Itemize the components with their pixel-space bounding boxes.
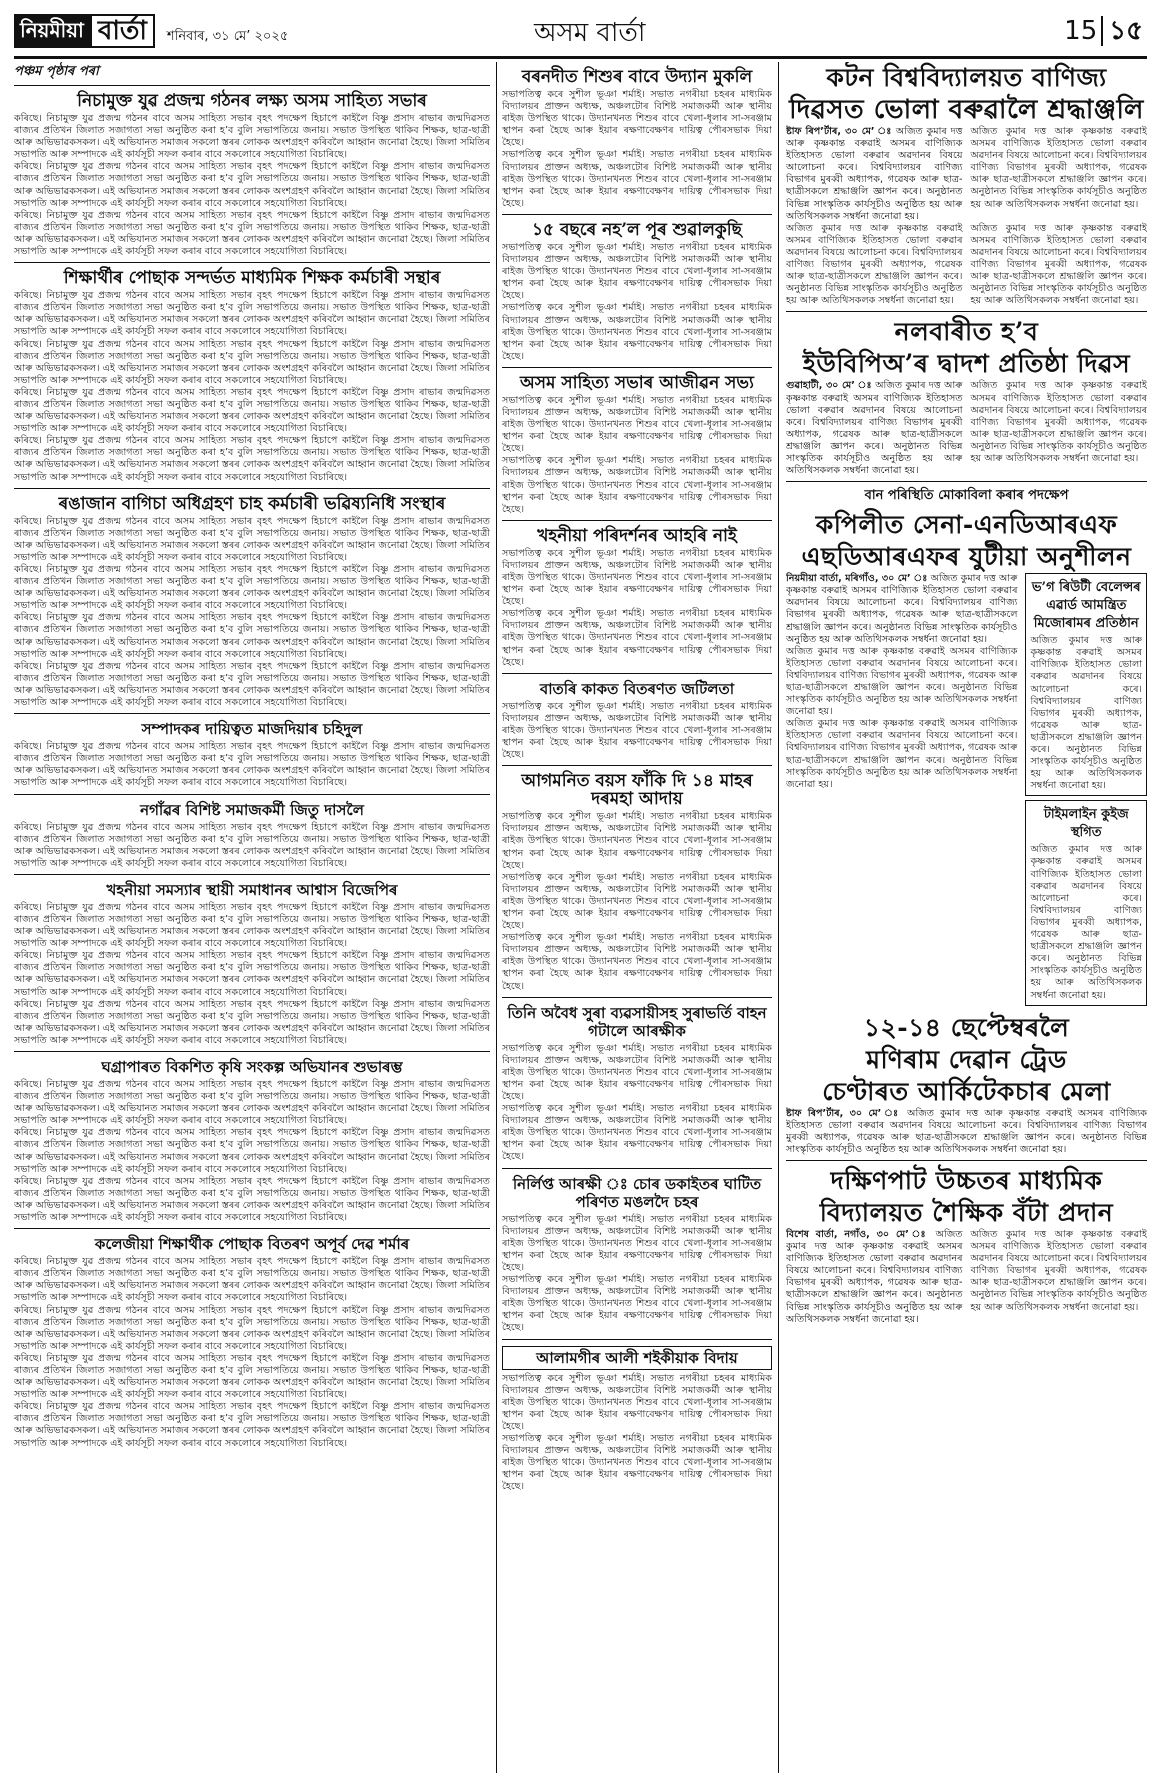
article-body: কৰিছে। নিচামুক্ত যুৱ প্ৰজন্ম গঠনৰ বাবে অসম সাহিত্য সভাৰ বৃহৎ পদক্ষেপ হিচাপে কাইলৈ বিষ্ণু প্ৰসাদ ৰাভাৰ জন্মদিৱসত ৰাজ্যৰ প্ৰতিখন জিলাত সজাগতা সভা অনুষ্ঠিত কৰা হ’ব বুলি সভাপতিয়ে জনায়। সভাত উপস্থিত থাকিব শিক্ষক, ছাত্ৰ-ছাত্ৰী আৰু অভিভাৱকসকল। এই অভিযানত সমাজৰ সকলো স্তৰৰ লোকক অংশগ্ৰহণ কৰিবলৈ আহ্বান জনোৱা হৈছে। জিলা সমিতিৰ সভাপতি আৰু সম্পাদকে এই কাৰ্যসূচী সফল কৰাৰ বাবে সকলোৰে সহযোগিতা বিচাৰিছে।	[14, 1079, 490, 1127]
article-body: সভাপতিত্ব কৰে সুশীল ভূঞা শৰ্মাই। সভাত নগৰীয়া চহৰৰ মাধ্যমিক বিদ্যালয়ৰ প্ৰাক্তন অধ্যক্ষ, অঞ্চলটোৰ বিশিষ্ট সমাজকৰ্মী আৰু স্থানীয় ৰাইজ উপস্থিত থাকে। উদ্যানখনত শিশুৰ বাবে খেলা-ধূলাৰ সা-সৰঞ্জাম স্থাপন কৰা হৈছে আৰু ইয়াৰ ৰক্ষণাবেক্ষণৰ দায়িত্ব পৌৰসভাক দিয়া হৈছে।	[502, 1103, 772, 1163]
article-body: কৰিছে। নিচামুক্ত যুৱ প্ৰজন্ম গঠনৰ বাবে অসম সাহিত্য সভাৰ বৃহৎ পদক্ষেপ হিচাপে কাইলৈ বিষ্ণু প্ৰসাদ ৰাভাৰ জন্মদিৱসত ৰাজ্যৰ প্ৰতিখন জিলাত সজাগতা সভা অনুষ্ঠিত কৰা হ’ব বুলি সভাপতিয়ে জনায়। সভাত উপস্থিত থাকিব শিক্ষক, ছাত্ৰ-ছাত্ৰী আৰু অভিভাৱকসকল। এই অভিযানত সমাজৰ সকলো স্তৰৰ লোকক অংশগ্ৰহণ কৰিবলৈ আহ্বান জনোৱা হৈছে। জিলা সমিতিৰ সভাপতি আৰু সম্পাদকে এই কাৰ্যসূচী সফল কৰাৰ বাবে সকলোৰে সহযোগিতা বিচাৰিছে।	[14, 1127, 490, 1175]
article-body: সভাপতিত্ব কৰে সুশীল ভূঞা শৰ্মাই। সভাত নগৰীয়া চহৰৰ মাধ্যমিক বিদ্যালয়ৰ প্ৰাক্তন অধ্যক্ষ, অঞ্চলটোৰ বিশিষ্ট সমাজকৰ্মী আৰু স্থানীয় ৰাইজ উপস্থিত থাকে। উদ্যানখনত শিশুৰ বাবে খেলা-ধূলাৰ সা-সৰঞ্জাম স্থাপন কৰা হৈছে আৰু ইয়াৰ ৰক্ষণাবেক্ষণৰ দায়িত্ব পৌৰসভাক দিয়া হৈছে।	[502, 149, 772, 209]
article-body: কৰিছে। নিচামুক্ত যুৱ প্ৰজন্ম গঠনৰ বাবে অসম সাহিত্য সভাৰ বৃহৎ পদক্ষেপ হিচাপে কাইলৈ বিষ্ণু প্ৰসাদ ৰাভাৰ জন্মদিৱসত ৰাজ্যৰ প্ৰতিখন জিলাত সজাগতা সভা অনুষ্ঠিত কৰা হ’ব বুলি সভাপতিয়ে জনায়। সভাত উপস্থিত থাকিব শিক্ষক, ছাত্ৰ-ছাত্ৰী আৰু অভিভাৱকসকল। এই অভিযানত সমাজৰ সকলো স্তৰৰ লোকক অংশগ্ৰহণ কৰিবলৈ আহ্বান জনোৱা হৈছে। জিলা সমিতিৰ সভাপতি আৰু সম্পাদকে এই কাৰ্যসূচী সফল কৰাৰ বাবে সকলোৰে সহযোগিতা বিচাৰিছে।	[14, 1304, 490, 1352]
divider	[502, 520, 772, 521]
article-body: সভাপতিত্ব কৰে সুশীল ভূঞা শৰ্মাই। সভাত নগৰীয়া চহৰৰ মাধ্যমিক বিদ্যালয়ৰ প্ৰাক্তন অধ্যক্ষ, অঞ্চলটোৰ বিশিষ্ট সমাজকৰ্মী আৰু স্থানীয় ৰাইজ উপস্থিত থাকে। উদ্যানখনত শিশুৰ বাবে খেলা-ধূলাৰ সা-সৰঞ্জাম স্থাপন কৰা হৈছে আৰু ইয়াৰ ৰক্ষণাবেক্ষণৰ দায়িত্ব পৌৰসভাক দিয়া হৈছে।	[502, 547, 772, 608]
article-text: অজিত কুমাৰ দত্ত আৰু কৃষ্ণকান্ত বৰুৱাই অসমৰ বাণিজ্যিক ইতিহাসত ভোলা বৰুৱাৰ অৱদানৰ বিষয়ে আলোচনা কৰে। বিশ্ববিদ্যালয়ৰ বাণিজ্য বিভাগৰ মুৰব্বী অধ্যাপক, গৱেষক আৰু ছাত্ৰ-ছাত্ৰীসকলে শ্ৰদ্ধাঞ্জলি জ্ঞাপন কৰে। অনুষ্ঠানত বিভিন্ন সাংস্কৃতিক কাৰ্যসূচীও অনুষ্ঠিত হয় আৰু অতিথিসকলক সম্বৰ্ধনা জনোৱা হয়।	[786, 573, 1018, 645]
headline[interactable]: খহনীয়া সমস্যাৰ স্থায়ী সমাধানৰ আশ্বাস বিজেপিৰ	[106, 880, 398, 899]
headline[interactable]: কলেজীয়া শিক্ষাৰ্থীক পোছাক বিতৰণ অপূৰ্ব দেৱ শৰ্মাৰ	[94, 1235, 410, 1254]
article-text: অজিত কুমাৰ দত্ত আৰু কৃষ্ণকান্ত বৰুৱাই অসমৰ বাণিজ্যিক ইতিহাসত ভোলা বৰুৱাৰ অৱদানৰ বিষয়ে আলোচনা কৰে। বিশ্ববিদ্যালয়ৰ বাণিজ্য বিভাগৰ মুৰব্বী অধ্যাপক, গৱেষক আৰু ছাত্ৰ-ছাত্ৰীসকলে শ্ৰদ্ধাঞ্জলি জ্ঞাপন কৰে। অনুষ্ঠানত বিভিন্ন সাংস্কৃতিক কাৰ্যসূচীও অনুষ্ঠিত হয় আৰু অতিথিসকলক সম্বৰ্ধনা জনোৱা হয়।	[786, 380, 963, 477]
side-box	[1025, 573, 1147, 796]
article-body: কৰিছে। নিচামুক্ত যুৱ প্ৰজন্ম গঠনৰ বাবে অসম সাহিত্য সভাৰ বৃহৎ পদক্ষেপ হিচাপে কাইলৈ বিষ্ণু প্ৰসাদ ৰাভাৰ জন্মদিৱসত ৰাজ্যৰ প্ৰতিখন জিলাত সজাগতা সভা অনুষ্ঠিত কৰা হ’ব বুলি সভাপতিয়ে জনায়। সভাত উপস্থিত থাকিব শিক্ষক, ছাত্ৰ-ছাত্ৰী আৰু অভিভাৱকসকল। এই অভিযানত সমাজৰ সকলো স্তৰৰ লোকক অংশগ্ৰহণ কৰিবলৈ আহ্বান জনোৱা হৈছে। জিলা সমিতিৰ সভাপতি আৰু সম্পাদকে এই কাৰ্যসূচী সফল কৰাৰ বাবে সকলোৰে সহযোগিতা বিচাৰিছে।	[14, 435, 490, 483]
column-rule	[496, 62, 497, 1773]
headline[interactable]: ৰঙাজান বাগিচা অধিগ্ৰহণ চাহ কৰ্মচাৰী ভৱিষ্যনিধি সংস্থাৰ	[58, 493, 446, 514]
article-body: অজিত কুমাৰ দত্ত আৰু কৃষ্ণকান্ত বৰুৱাই অসমৰ বাণিজ্যিক ইতিহাসত ভোলা বৰুৱাৰ অৱদানৰ বিষয়ে আলোচনা কৰে। বিশ্ববিদ্যালয়ৰ বাণিজ্য বিভাগৰ মুৰব্বী অধ্যাপক, গৱেষক আৰু ছাত্ৰ-ছাত্ৰীসকলে শ্ৰদ্ধাঞ্জলি জ্ঞাপন কৰে। অনুষ্ঠানত বিভিন্ন সাংস্কৃতিক কাৰ্যসূচীও অনুষ্ঠিত হয় আৰু অতিথিসকলক সম্বৰ্ধনা জনোৱা হয়।	[970, 126, 1147, 210]
dateline: শনিবাৰ, ৩১ মে’ ২০২৫	[166, 28, 289, 44]
divider	[786, 1160, 1147, 1161]
article-body: কৰিছে। নিচামুক্ত যুৱ প্ৰজন্ম গঠনৰ বাবে অসম সাহিত্য সভাৰ বৃহৎ পদক্ষেপ হিচাপে কাইলৈ বিষ্ণু প্ৰসাদ ৰাভাৰ জন্মদিৱসত ৰাজ্যৰ প্ৰতিখন জিলাত সজাগতা সভা অনুষ্ঠিত কৰা হ’ব বুলি সভাপতিয়ে জনায়। সভাত উপস্থিত থাকিব শিক্ষক, ছাত্ৰ-ছাত্ৰী আৰু অভিভাৱকসকল। এই অভিযানত সমাজৰ সকলো স্তৰৰ লোকক অংশগ্ৰহণ কৰিবলৈ আহ্বান জনোৱা হৈছে। জিলা সমিতিৰ সভাপতি আৰু সম্পাদকে এই কাৰ্যসূচী সফল কৰাৰ বাবে সকলোৰে সহযোগিতা বিচাৰিছে।	[14, 612, 490, 660]
article-columns	[786, 126, 1147, 223]
article-body	[786, 380, 963, 477]
headline[interactable]: নিৰ্লিপ্ত আৰক্ষী ঃ চোৰ ডকাইতৰ ঘাটিত পৰিণত মঙলদৈ চহৰ	[512, 1174, 762, 1211]
page-number-assamese: ১৫	[1101, 16, 1143, 46]
headline-line2[interactable]: ইউবিপিঅ’ৰ দ্বাদশ প্ৰতিষ্ঠা দিৱস	[802, 349, 1131, 379]
headline[interactable]: ঘগ্ৰাপাৰত বিকশিত কৃষি সংকল্প অভিযানৰ শুভাৰম্ভ	[101, 1058, 403, 1076]
divider	[502, 1339, 772, 1340]
article-body: অজিত কুমাৰ দত্ত আৰু কৃষ্ণকান্ত বৰুৱাই অসমৰ বাণিজ্যিক ইতিহাসত ভোলা বৰুৱাৰ অৱদানৰ বিষয়ে আলোচনা কৰে। বিশ্ববিদ্যালয়ৰ বাণিজ্য বিভাগৰ মুৰব্বী অধ্যাপক, গৱেষক আৰু ছাত্ৰ-ছাত্ৰীসকলে শ্ৰদ্ধাঞ্জলি জ্ঞাপন কৰে। অনুষ্ঠানত বিভিন্ন সাংস্কৃতিক কাৰ্যসূচীও অনুষ্ঠিত হয় আৰু অতিথিসকলক সম্বৰ্ধনা জনোৱা হয়।	[786, 222, 963, 307]
article-body: কৰিছে। নিচামুক্ত যুৱ প্ৰজন্ম গঠনৰ বাবে অসম সাহিত্য সভাৰ বৃহৎ পদক্ষেপ হিচাপে কাইলৈ বিষ্ণু প্ৰসাদ ৰাভাৰ জন্মদিৱসত ৰাজ্যৰ প্ৰতিখন জিলাত সজাগতা সভা অনুষ্ঠিত কৰা হ’ব বুলি সভাপতিয়ে জনায়। সভাত উপস্থিত থাকিব শিক্ষক, ছাত্ৰ-ছাত্ৰী আৰু অভিভাৱকসকল। এই অভিযানত সমাজৰ সকলো স্তৰৰ লোকক অংশগ্ৰহণ কৰিবলৈ আহ্বান জনোৱা হৈছে। জিলা সমিতিৰ সভাপতি আৰু সম্পাদকে এই কাৰ্যসূচী সফল কৰাৰ বাবে সকলোৰে সহযোগিতা বিচাৰিছে।	[14, 290, 490, 338]
divider	[786, 481, 1147, 482]
article-body: কৰিছে। নিচামুক্ত যুৱ প্ৰজন্ম গঠনৰ বাবে অসম সাহিত্য সভাৰ বৃহৎ পদক্ষেপ হিচাপে কাইলৈ বিষ্ণু প্ৰসাদ ৰাভাৰ জন্মদিৱসত ৰাজ্যৰ প্ৰতিখন জিলাত সজাগতা সভা অনুষ্ঠিত কৰা হ’ব বুলি সভাপতিয়ে জনায়। সভাত উপস্থিত থাকিব শিক্ষক, ছাত্ৰ-ছাত্ৰী আৰু অভিভাৱকসকল। এই অভিযানত সমাজৰ সকলো স্তৰৰ লোকক অংশগ্ৰহণ কৰিবলৈ আহ্বান জনোৱা হৈছে। জিলা সমিতিৰ সভাপতি আৰু সম্পাদকে এই কাৰ্যসূচী সফল কৰাৰ বাবে সকলোৰে সহযোগিতা বিচাৰিছে।	[14, 515, 490, 563]
divider	[14, 488, 490, 489]
divider	[14, 713, 490, 714]
logo-part-2: বাৰ্তা	[92, 14, 155, 48]
article-body: কৰিছে। নিচামুক্ত যুৱ প্ৰজন্ম গঠনৰ বাবে অসম সাহিত্য সভাৰ বৃহৎ পদক্ষেপ হিচাপে কাইলৈ বিষ্ণু প্ৰসাদ ৰাভাৰ জন্মদিৱসত ৰাজ্যৰ প্ৰতিখন জিলাত সজাগতা সভা অনুষ্ঠিত কৰা হ’ব বুলি সভাপতিয়ে জনায়। সভাত উপস্থিত থাকিব শিক্ষক, ছাত্ৰ-ছাত্ৰী আৰু অভিভাৱকসকল। এই অভিযানত সমাজৰ সকলো স্তৰৰ লোকক অংশগ্ৰহণ কৰিবলৈ আহ্বান জনোৱা হৈছে। জিলা সমিতিৰ সভাপতি আৰু সম্পাদকে এই কাৰ্যসূচী সফল কৰাৰ বাবে সকলোৰে সহযোগিতা বিচাৰিছে।	[14, 741, 490, 789]
article-columns	[786, 223, 1147, 308]
divider	[14, 1228, 490, 1229]
side-headline[interactable]: ভ’গ ৰিউটী বেলেন্সৰ এৱাৰ্ড আমন্ত্ৰিত মিজোৰামৰ প্ৰতিষ্ঠান	[1031, 580, 1141, 632]
article-body	[786, 1108, 1147, 1156]
article-body: কৰিছে। নিচামুক্ত যুৱ প্ৰজন্ম গঠনৰ বাবে অসম সাহিত্য সভাৰ বৃহৎ পদক্ষেপ হিচাপে কাইলৈ বিষ্ণু প্ৰসাদ ৰাভাৰ জন্মদিৱসত ৰাজ্যৰ প্ৰতিখন জিলাত সজাগতা সভা অনুষ্ঠিত কৰা হ’ব বুলি সভাপতিয়ে জনায়। সভাত উপস্থিত থাকিব শিক্ষক, ছাত্ৰ-ছাত্ৰী আৰু অভিভাৱকসকল। এই অভিযানত সমাজৰ সকলো স্তৰৰ লোকক অংশগ্ৰহণ কৰিবলৈ আহ্বান জনোৱা হৈছে। জিলা সমিতিৰ সভাপতি আৰু সম্পাদকে এই কাৰ্যসূচী সফল কৰাৰ বাবে সকলোৰে সহযোগিতা বিচাৰিছে।	[14, 564, 490, 612]
article-body: সভাপতিত্ব কৰে সুশীল ভূঞা শৰ্মাই। সভাত নগৰীয়া চহৰৰ মাধ্যমিক বিদ্যালয়ৰ প্ৰাক্তন অধ্যক্ষ, অঞ্চলটোৰ বিশিষ্ট সমাজকৰ্মী আৰু স্থানীয় ৰাইজ উপস্থিত থাকে। উদ্যানখনত শিশুৰ বাবে খেলা-ধূলাৰ সা-সৰঞ্জাম স্থাপন কৰা হৈছে আৰু ইয়াৰ ৰক্ষণাবেক্ষণৰ দায়িত্ব পৌৰসভাক দিয়া হৈছে।	[502, 1042, 772, 1102]
article-body: অজিত কুমাৰ দত্ত আৰু কৃষ্ণকান্ত বৰুৱাই অসমৰ বাণিজ্যিক ইতিহাসত ভোলা বৰুৱাৰ অৱদানৰ বিষয়ে আলোচনা কৰে। বিশ্ববিদ্যালয়ৰ বাণিজ্য বিভাগৰ মুৰব্বী অধ্যাপক, গৱেষক আৰু ছাত্ৰ-ছাত্ৰীসকলে শ্ৰদ্ধাঞ্জলি জ্ঞাপন কৰে। অনুষ্ঠানত বিভিন্ন সাংস্কৃতিক কাৰ্যসূচীও অনুষ্ঠিত হয় আৰু অতিথিসকলক সম্বৰ্ধনা জনোৱা হয়।	[786, 645, 1018, 718]
columns	[14, 62, 1147, 1773]
article-body: সভাপতিত্ব কৰে সুশীল ভূঞা শৰ্মাই। সভাত নগৰীয়া চহৰৰ মাধ্যমিক বিদ্যালয়ৰ প্ৰাক্তন অধ্যক্ষ, অঞ্চলটোৰ বিশিষ্ট সমাজকৰ্মী আৰু স্থানীয় ৰাইজ উপস্থিত থাকে। উদ্যানখনত শিশুৰ বাবে খেলা-ধূলাৰ সা-সৰঞ্জাম স্থাপন কৰা হৈছে আৰু ইয়াৰ ৰক্ষণাবেক্ষণৰ দায়িত্ব পৌৰসভাক দিয়া হৈছে।	[502, 608, 772, 668]
side-box	[1025, 800, 1147, 1005]
headline[interactable]: খহনীয়া পৰিদৰ্শনৰ আহৰি নাই	[537, 525, 737, 546]
headline-line2[interactable]: এছডিআৰএফৰ যুটীয়া অনুশীলন	[801, 542, 1132, 572]
article-body: কৰিছে। নিচামুক্ত যুৱ প্ৰজন্ম গঠনৰ বাবে অসম সাহিত্য সভাৰ বৃহৎ পদক্ষেপ হিচাপে কাইলৈ বিষ্ণু প্ৰসাদ ৰাভাৰ জন্মদিৱসত ৰাজ্যৰ প্ৰতিখন জিলাত সজাগতা সভা অনুষ্ঠিত কৰা হ’ব বুলি সভাপতিয়ে জনায়। সভাত উপস্থিত থাকিব শিক্ষক, ছাত্ৰ-ছাত্ৰী আৰু অভিভাৱকসকল। এই অভিযানত সমাজৰ সকলো স্তৰৰ লোকক অংশগ্ৰহণ কৰিবলৈ আহ্বান জনোৱা হৈছে। জিলা সমিতিৰ সভাপতি আৰু সম্পাদকে এই কাৰ্যসূচী সফল কৰাৰ বাবে সকলোৰে সহযোগিতা বিচাৰিছে।	[14, 209, 490, 258]
article-body: সভাপতিত্ব কৰে সুশীল ভূঞা শৰ্মাই। সভাত নগৰীয়া চহৰৰ মাধ্যমিক বিদ্যালয়ৰ প্ৰাক্তন অধ্যক্ষ, অঞ্চলটোৰ বিশিষ্ট সমাজকৰ্মী আৰু স্থানীয় ৰাইজ উপস্থিত থাকে। উদ্যানখনত শিশুৰ বাবে খেলা-ধূলাৰ সা-সৰঞ্জাম স্থাপন কৰা হৈছে আৰু ইয়াৰ ৰক্ষণাবেক্ষণৰ দায়িত্ব পৌৰসভাক দিয়া হৈছে।	[502, 932, 772, 992]
article-body: অজিত কুমাৰ দত্ত আৰু কৃষ্ণকান্ত বৰুৱাই অসমৰ বাণিজ্যিক ইতিহাসত ভোলা বৰুৱাৰ অৱদানৰ বিষয়ে আলোচনা কৰে। বিশ্ববিদ্যালয়ৰ বাণিজ্য বিভাগৰ মুৰব্বী অধ্যাপক, গৱেষক আৰু ছাত্ৰ-ছাত্ৰীসকলে শ্ৰদ্ধাঞ্জলি জ্ঞাপন কৰে। অনুষ্ঠানত বিভিন্ন সাংস্কৃতিক কাৰ্যসূচীও অনুষ্ঠিত হয় আৰু অতিথিসকলক সম্বৰ্ধনা জনোৱা হয়।	[1030, 635, 1142, 792]
article-body: কৰিছে। নিচামুক্ত যুৱ প্ৰজন্ম গঠনৰ বাবে অসম সাহিত্য সভাৰ বৃহৎ পদক্ষেপ হিচাপে কাইলৈ বিষ্ণু প্ৰসাদ ৰাভাৰ জন্মদিৱসত ৰাজ্যৰ প্ৰতিখন জিলাত সজাগতা সভা অনুষ্ঠিত কৰা হ’ব বুলি সভাপতিয়ে জনায়। সভাত উপস্থিত থাকিব শিক্ষক, ছাত্ৰ-ছাত্ৰী আৰু অভিভাৱকসকল। এই অভিযানত সমাজৰ সকলো স্তৰৰ লোকক অংশগ্ৰহণ কৰিবলৈ আহ্বান জনোৱা হৈছে। জিলা সমিতিৰ সভাপতি আৰু সম্পাদকে এই কাৰ্যসূচী সফল কৰাৰ বাবে সকলোৰে সহযোগিতা বিচাৰিছে।	[14, 1256, 490, 1304]
headline[interactable]: নগাঁৱৰ বিশিষ্ট সমাজকৰ্মী জিতু দাসলৈ	[140, 800, 364, 819]
byline: নিয়মীয়া বাৰ্তা, মৰিগাঁও, ৩০ মে’ ঃ	[786, 573, 928, 585]
article-body: অজিত কুমাৰ দত্ত আৰু কৃষ্ণকান্ত বৰুৱাই অসমৰ বাণিজ্যিক ইতিহাসত ভোলা বৰুৱাৰ অৱদানৰ বিষয়ে আলোচনা কৰে। বিশ্ববিদ্যালয়ৰ বাণিজ্য বিভাগৰ মুৰব্বী অধ্যাপক, গৱেষক আৰু ছাত্ৰ-ছাত্ৰীসকলে শ্ৰদ্ধাঞ্জলি জ্ঞাপন কৰে। অনুষ্ঠানত বিভিন্ন সাংস্কৃতিক কাৰ্যসূচীও অনুষ্ঠিত হয় আৰু অতিথিসকলক সম্বৰ্ধনা জনোৱা হয়।	[1030, 844, 1142, 1001]
article-body: কৰিছে। নিচামুক্ত যুৱ প্ৰজন্ম গঠনৰ বাবে অসম সাহিত্য সভাৰ বৃহৎ পদক্ষেপ হিচাপে কাইলৈ বিষ্ণু প্ৰসাদ ৰাভাৰ জন্মদিৱসত ৰাজ্যৰ প্ৰতিখন জিলাত সজাগতা সভা অনুষ্ঠিত কৰা হ’ব বুলি সভাপতিয়ে জনায়। সভাত উপস্থিত থাকিব শিক্ষক, ছাত্ৰ-ছাত্ৰী আৰু অভিভাৱকসকল। এই অভিযানত সমাজৰ সকলো স্তৰৰ লোকক অংশগ্ৰহণ কৰিবলৈ আহ্বান জনোৱা হৈছে। জিলা সমিতিৰ সভাপতি আৰু সম্পাদকে এই কাৰ্যসূচী সফল কৰাৰ বাবে সকলোৰে সহযোগিতা বিচাৰিছে।	[14, 338, 490, 386]
article-body: কৰিছে। নিচামুক্ত যুৱ প্ৰজন্ম গঠনৰ বাবে অসম সাহিত্য সভাৰ বৃহৎ পদক্ষেপ হিচাপে কাইলৈ বিষ্ণু প্ৰসাদ ৰাভাৰ জন্মদিৱসত ৰাজ্যৰ প্ৰতিখন জিলাত সজাগতা সভা অনুষ্ঠিত কৰা হ’ব বুলি সভাপতিয়ে জনায়। সভাত উপস্থিত থাকিব শিক্ষক, ছাত্ৰ-ছাত্ৰী আৰু অভিভাৱকসকল। এই অভিযানত সমাজৰ সকলো স্তৰৰ লোকক অংশগ্ৰহণ কৰিবলৈ আহ্বান জনোৱা হৈছে। জিলা সমিতিৰ সভাপতি আৰু সম্পাদকে এই কাৰ্যসূচী সফল কৰাৰ বাবে সকলোৰে সহযোগিতা বিচাৰিছে।	[14, 113, 490, 161]
article-text: অজিত কুমাৰ দত্ত আৰু কৃষ্ণকান্ত বৰুৱাই অসমৰ বাণিজ্যিক ইতিহাসত ভোলা বৰুৱাৰ অৱদানৰ বিষয়ে আলোচনা কৰে। বিশ্ববিদ্যালয়ৰ বাণিজ্য বিভাগৰ মুৰব্বী অধ্যাপক, গৱেষক আৰু ছাত্ৰ-ছাত্ৰীসকলে শ্ৰদ্ধাঞ্জলি জ্ঞাপন কৰে। অনুষ্ঠানত বিভিন্ন সাংস্কৃতিক কাৰ্যসূচীও অনুষ্ঠিত হয় আৰু অতিথিসকলক সম্বৰ্ধনা জনোৱা হয়।	[786, 1228, 963, 1325]
headline-line1[interactable]: নলবাৰীত হ’ব	[894, 317, 1039, 347]
column-left	[14, 62, 490, 1773]
headline-line2[interactable]: বিদ্যালয়ত শৈক্ষিক বঁটা প্ৰদান	[819, 1197, 1114, 1227]
article-body	[786, 573, 1017, 646]
article-body: কৰিছে। নিচামুক্ত যুৱ প্ৰজন্ম গঠনৰ বাবে অসম সাহিত্য সভাৰ বৃহৎ পদক্ষেপ হিচাপে কাইলৈ বিষ্ণু প্ৰসাদ ৰাভাৰ জন্মদিৱসত ৰাজ্যৰ প্ৰতিখন জিলাত সজাগতা সভা অনুষ্ঠিত কৰা হ’ব বুলি সভাপতিয়ে জনায়। সভাত উপস্থিত থাকিব শিক্ষক, ছাত্ৰ-ছাত্ৰী আৰু অভিভাৱকসকল। এই অভিযানত সমাজৰ সকলো স্তৰৰ লোকক অংশগ্ৰহণ কৰিবলৈ আহ্বান জনোৱা হৈছে। জিলা সমিতিৰ সভাপতি আৰু সম্পাদকে এই কাৰ্যসূচী সফল কৰাৰ বাবে সকলোৰে সহযোগিতা বিচাৰিছে।	[14, 998, 490, 1046]
divider	[14, 1051, 490, 1052]
headline-line2[interactable]: মণিৰাম দেৱান ট্ৰেড	[866, 1044, 1067, 1074]
headline-line1[interactable]: দক্ষিণপাট উচ্চতৰ মাধ্যমিক	[830, 1165, 1103, 1195]
article-body: অজিত কুমাৰ দত্ত আৰু কৃষ্ণকান্ত বৰুৱাই অসমৰ বাণিজ্যিক ইতিহাসত ভোলা বৰুৱাৰ অৱদানৰ বিষয়ে আলোচনা কৰে। বিশ্ববিদ্যালয়ৰ বাণিজ্য বিভাগৰ মুৰব্বী অধ্যাপক, গৱেষক আৰু ছাত্ৰ-ছাত্ৰীসকলে শ্ৰদ্ধাঞ্জলি জ্ঞাপন কৰে। অনুষ্ঠানত বিভিন্ন সাংস্কৃতিক কাৰ্যসূচীও অনুষ্ঠিত হয় আৰু অতিথিসকলক সম্বৰ্ধনা জনোৱা হয়।	[970, 222, 1147, 307]
article-body: কৰিছে। নিচামুক্ত যুৱ প্ৰজন্ম গঠনৰ বাবে অসম সাহিত্য সভাৰ বৃহৎ পদক্ষেপ হিচাপে কাইলৈ বিষ্ণু প্ৰসাদ ৰাভাৰ জন্মদিৱসত ৰাজ্যৰ প্ৰতিখন জিলাত সজাগতা সভা অনুষ্ঠিত কৰা হ’ব বুলি সভাপতিয়ে জনায়। সভাত উপস্থিত থাকিব শিক্ষক, ছাত্ৰ-ছাত্ৰী আৰু অভিভাৱকসকল। এই অভিযানত সমাজৰ সকলো স্তৰৰ লোকক অংশগ্ৰহণ কৰিবলৈ আহ্বান জনোৱা হৈছে। জিলা সমিতিৰ সভাপতি আৰু সম্পাদকে এই কাৰ্যসূচী সফল কৰাৰ বাবে সকলোৰে সহযোগিতা বিচাৰিছে।	[14, 386, 490, 435]
divider	[502, 673, 772, 674]
kicker: বান পৰিস্থিতি মোকাবিলা কৰাৰ পদক্ষেপ	[864, 488, 1069, 504]
article-body: অজিত কুমাৰ দত্ত আৰু কৃষ্ণকান্ত বৰুৱাই অসমৰ বাণিজ্যিক ইতিহাসত ভোলা বৰুৱাৰ অৱদানৰ বিষয়ে আলোচনা কৰে। বিশ্ববিদ্যালয়ৰ বাণিজ্য বিভাগৰ মুৰব্বী অধ্যাপক, গৱেষক আৰু ছাত্ৰ-ছাত্ৰীসকলে শ্ৰদ্ধাঞ্জলি জ্ঞাপন কৰে। অনুষ্ঠানত বিভিন্ন সাংস্কৃতিক কাৰ্যসূচীও অনুষ্ঠিত হয় আৰু অতিথিসকলক সম্বৰ্ধনা জনোৱা হয়।	[970, 380, 1147, 464]
headline[interactable]: তিনি অবৈধ সুৰা ব্যৱসায়ীসহ সুৰাভৰ্তি বাহন গটালে আৰক্ষীক	[507, 1003, 767, 1040]
article-body: সভাপতিত্ব কৰে সুশীল ভূঞা শৰ্মাই। সভাত নগৰীয়া চহৰৰ মাধ্যমিক বিদ্যালয়ৰ প্ৰাক্তন অধ্যক্ষ, অঞ্চলটোৰ বিশিষ্ট সমাজকৰ্মী আৰু স্থানীয় ৰাইজ উপস্থিত থাকে। উদ্যানখনত শিশুৰ বাবে খেলা-ধূলাৰ সা-সৰঞ্জাম স্থাপন কৰা হৈছে আৰু ইয়াৰ ৰক্ষণাবেক্ষণৰ দায়িত্ব পৌৰসভাক দিয়া হৈছে।	[502, 1372, 772, 1432]
article-body: সভাপতিত্ব কৰে সুশীল ভূঞা শৰ্মাই। সভাত নগৰীয়া চহৰৰ মাধ্যমিক বিদ্যালয়ৰ প্ৰাক্তন অধ্যক্ষ, অঞ্চলটোৰ বিশিষ্ট সমাজকৰ্মী আৰু স্থানীয় ৰাইজ উপস্থিত থাকে। উদ্যানখনত শিশুৰ বাবে খেলা-ধূলাৰ সা-সৰঞ্জাম স্থাপন কৰা হৈছে আৰু ইয়াৰ ৰক্ষণাবেক্ষণৰ দায়িত্ব পৌৰসভাক দিয়া হৈছে।	[502, 1432, 772, 1493]
section-title: অসম বাৰ্তা	[534, 18, 646, 48]
headline[interactable]: আলামগীৰ আলী শইকীয়াক বিদায়	[502, 1346, 772, 1370]
article-body: কৰিছে। নিচামুক্ত যুৱ প্ৰজন্ম গঠনৰ বাবে অসম সাহিত্য সভাৰ বৃহৎ পদক্ষেপ হিচাপে কাইলৈ বিষ্ণু প্ৰসাদ ৰাভাৰ জন্মদিৱসত ৰাজ্যৰ প্ৰতিখন জিলাত সজাগতা সভা অনুষ্ঠিত কৰা হ’ব বুলি সভাপতিয়ে জনায়। সভাত উপস্থিত থাকিব শিক্ষক, ছাত্ৰ-ছাত্ৰী আৰু অভিভাৱকসকল। এই অভিযানত সমাজৰ সকলো স্তৰৰ লোকক অংশগ্ৰহণ কৰিবলৈ আহ্বান জনোৱা হৈছে। জিলা সমিতিৰ সভাপতি আৰু সম্পাদকে এই কাৰ্যসূচী সফল কৰাৰ বাবে সকলোৰে সহযোগিতা বিচাৰিছে।	[14, 821, 490, 869]
logo-part-1: নিয়মীয়া	[14, 14, 92, 48]
article-body: সভাপতিত্ব কৰে সুশীল ভূঞা শৰ্মাই। সভাত নগৰীয়া চহৰৰ মাধ্যমিক বিদ্যালয়ৰ প্ৰাক্তন অধ্যক্ষ, অঞ্চলটোৰ বিশিষ্ট সমাজকৰ্মী আৰু স্থানীয় ৰাইজ উপস্থিত থাকে। উদ্যানখনত শিশুৰ বাবে খেলা-ধূলাৰ সা-সৰঞ্জাম স্থাপন কৰা হৈছে আৰু ইয়াৰ ৰক্ষণাবেক্ষণৰ দায়িত্ব পৌৰসভাক দিয়া হৈছে।	[502, 302, 772, 362]
article-body: সভাপতিত্ব কৰে সুশীল ভূঞা শৰ্মাই। সভাত নগৰীয়া চহৰৰ মাধ্যমিক বিদ্যালয়ৰ প্ৰাক্তন অধ্যক্ষ, অঞ্চলটোৰ বিশিষ্ট সমাজকৰ্মী আৰু স্থানীয় ৰাইজ উপস্থিত থাকে। উদ্যানখনত শিশুৰ বাবে খেলা-ধূলাৰ সা-সৰঞ্জাম স্থাপন কৰা হৈছে আৰু ইয়াৰ ৰক্ষণাবেক্ষণৰ দায়িত্ব পৌৰসভাক দিয়া হৈছে।	[502, 871, 772, 932]
headline-line1[interactable]: ১২-১৪ ছেপ্টেম্বৰলৈ	[863, 1012, 1070, 1042]
divider	[502, 1168, 772, 1169]
article-text: অজিত কুমাৰ দত্ত আৰু কৃষ্ণকান্ত বৰুৱাই অসমৰ বাণিজ্যিক ইতিহাসত ভোলা বৰুৱাৰ অৱদানৰ বিষয়ে আলোচনা কৰে। বিশ্ববিদ্যালয়ৰ বাণিজ্য বিভাগৰ মুৰব্বী অধ্যাপক, গৱেষক আৰু ছাত্ৰ-ছাত্ৰীসকলে শ্ৰদ্ধাঞ্জলি জ্ঞাপন কৰে। অনুষ্ঠানত বিভিন্ন সাংস্কৃতিক কাৰ্যসূচীও অনুষ্ঠিত হয় আৰু অতিথিসকলক সম্বৰ্ধনা জনোৱা হয়।	[786, 1107, 1147, 1155]
article-body: অজিত কুমাৰ দত্ত আৰু কৃষ্ণকান্ত বৰুৱাই অসমৰ বাণিজ্যিক ইতিহাসত ভোলা বৰুৱাৰ অৱদানৰ বিষয়ে আলোচনা কৰে। বিশ্ববিদ্যালয়ৰ বাণিজ্য বিভাগৰ মুৰব্বী অধ্যাপক, গৱেষক আৰু ছাত্ৰ-ছাত্ৰীসকলে শ্ৰদ্ধাঞ্জলি জ্ঞাপন কৰে। অনুষ্ঠানত বিভিন্ন সাংস্কৃতিক কাৰ্যসূচীও অনুষ্ঠিত হয় আৰু অতিথিসকলক সম্বৰ্ধনা জনোৱা হয়।	[970, 1228, 1147, 1313]
continuation-label: পঞ্চম পৃষ্ঠাৰ পৰা	[14, 62, 490, 86]
article-body: সভাপতিত্ব কৰে সুশীল ভূঞা শৰ্মাই। সভাত নগৰীয়া চহৰৰ মাধ্যমিক বিদ্যালয়ৰ প্ৰাক্তন অধ্যক্ষ, অঞ্চলটোৰ বিশিষ্ট সমাজকৰ্মী আৰু স্থানীয় ৰাইজ উপস্থিত থাকে। উদ্যানখনত শিশুৰ বাবে খেলা-ধূলাৰ সা-সৰঞ্জাম স্থাপন কৰা হৈছে আৰু ইয়াৰ ৰক্ষণাবেক্ষণৰ দায়িত্ব পৌৰসভাক দিয়া হৈছে।	[502, 241, 772, 302]
headline[interactable]: ১৫ বছৰে নহ’ল পূৰ শুৱালকুছি	[532, 219, 742, 240]
lead-headline-line2[interactable]: দিৱসত ভোলা বৰুৱালৈ শ্ৰদ্ধাঞ্জলি	[789, 95, 1144, 125]
divider	[502, 997, 772, 998]
article-body: কৰিছে। নিচামুক্ত যুৱ প্ৰজন্ম গঠনৰ বাবে অসম সাহিত্য সভাৰ বৃহৎ পদক্ষেপ হিচাপে কাইলৈ বিষ্ণু প্ৰসাদ ৰাভাৰ জন্মদিৱসত ৰাজ্যৰ প্ৰতিখন জিলাত সজাগতা সভা অনুষ্ঠিত কৰা হ’ব বুলি সভাপতিয়ে জনায়। সভাত উপস্থিত থাকিব শিক্ষক, ছাত্ৰ-ছাত্ৰী আৰু অভিভাৱকসকল। এই অভিযানত সমাজৰ সকলো স্তৰৰ লোকক অংশগ্ৰহণ কৰিবলৈ আহ্বান জনোৱা হৈছে। জিলা সমিতিৰ সভাপতি আৰু সম্পাদকে এই কাৰ্যসূচী সফল কৰাৰ বাবে সকলোৰে সহযোগিতা বিচাৰিছে।	[14, 660, 490, 709]
article-body: কৰিছে। নিচামুক্ত যুৱ প্ৰজন্ম গঠনৰ বাবে অসম সাহিত্য সভাৰ বৃহৎ পদক্ষেপ হিচাপে কাইলৈ বিষ্ণু প্ৰসাদ ৰাভাৰ জন্মদিৱসত ৰাজ্যৰ প্ৰতিখন জিলাত সজাগতা সভা অনুষ্ঠিত কৰা হ’ব বুলি সভাপতিয়ে জনায়। সভাত উপস্থিত থাকিব শিক্ষক, ছাত্ৰ-ছাত্ৰী আৰু অভিভাৱকসকল। এই অভিযানত সমাজৰ সকলো স্তৰৰ লোকক অংশগ্ৰহণ কৰিবলৈ আহ্বান জনোৱা হৈছে। জিলা সমিতিৰ সভাপতি আৰু সম্পাদকে এই কাৰ্যসূচী সফল কৰাৰ বাবে সকলোৰে সহযোগিতা বিচাৰিছে।	[14, 901, 490, 950]
divider	[14, 794, 490, 795]
headline[interactable]: অসম সাহিত্য সভাৰ আজীৱন সভ্য	[520, 372, 754, 393]
masthead	[14, 6, 1147, 59]
byline: বিশেষ বাৰ্তা, নগাঁও, ৩০ মে’ ঃ	[786, 1228, 930, 1240]
byline: গুৱাহাটী, ৩০ মে’ ঃ	[786, 380, 872, 392]
article-columns	[786, 573, 1147, 1005]
newspaper-logo[interactable]	[14, 14, 155, 48]
lead-headline-line1[interactable]: কটন বিশ্ববিদ্যালয়ত বাণিজ্য	[826, 63, 1107, 92]
article-body: সভাপতিত্ব কৰে সুশীল ভূঞা শৰ্মাই। সভাত নগৰীয়া চহৰৰ মাধ্যমিক বিদ্যালয়ৰ প্ৰাক্তন অধ্যক্ষ, অঞ্চলটোৰ বিশিষ্ট সমাজকৰ্মী আৰু স্থানীয় ৰাইজ উপস্থিত থাকে। উদ্যানখনত শিশুৰ বাবে খেলা-ধূলাৰ সা-সৰঞ্জাম স্থাপন কৰা হৈছে আৰু ইয়াৰ ৰক্ষণাবেক্ষণৰ দায়িত্ব পৌৰসভাক দিয়া হৈছে।	[502, 1213, 772, 1273]
article-body: কৰিছে। নিচামুক্ত যুৱ প্ৰজন্ম গঠনৰ বাবে অসম সাহিত্য সভাৰ বৃহৎ পদক্ষেপ হিচাপে কাইলৈ বিষ্ণু প্ৰসাদ ৰাভাৰ জন্মদিৱসত ৰাজ্যৰ প্ৰতিখন জিলাত সজাগতা সভা অনুষ্ঠিত কৰা হ’ব বুলি সভাপতিয়ে জনায়। সভাত উপস্থিত থাকিব শিক্ষক, ছাত্ৰ-ছাত্ৰী আৰু অভিভাৱকসকল। এই অভিযানত সমাজৰ সকলো স্তৰৰ লোকক অংশগ্ৰহণ কৰিবলৈ আহ্বান জনোৱা হৈছে। জিলা সমিতিৰ সভাপতি আৰু সম্পাদকে এই কাৰ্যসূচী সফল কৰাৰ বাবে সকলোৰে সহযোগিতা বিচাৰিছে।	[14, 950, 490, 998]
page-number	[1064, 10, 1143, 54]
headline[interactable]: নিচামুক্ত যুৱ প্ৰজন্ম গঠনৰ লক্ষ্য অসম সাহিত্য সভাৰ	[77, 91, 427, 111]
divider	[786, 311, 1147, 312]
byline: ষ্টাফ ৰিপ’ৰ্টাৰ, ৩০ মে’ ঃ	[786, 126, 893, 137]
divider	[502, 214, 772, 215]
column-right	[786, 62, 1147, 1773]
article-main	[786, 573, 1017, 1005]
page-number-latin: 15	[1064, 16, 1098, 46]
article-body: সভাপতিত্ব কৰে সুশীল ভূঞা শৰ্মাই। সভাত নগৰীয়া চহৰৰ মাধ্যমিক বিদ্যালয়ৰ প্ৰাক্তন অধ্যক্ষ, অঞ্চলটোৰ বিশিষ্ট সমাজকৰ্মী আৰু স্থানীয় ৰাইজ উপস্থিত থাকে। উদ্যানখনত শিশুৰ বাবে খেলা-ধূলাৰ সা-সৰঞ্জাম স্থাপন কৰা হৈছে আৰু ইয়াৰ ৰক্ষণাবেক্ষণৰ দায়িত্ব পৌৰসভাক দিয়া হৈছে।	[502, 1274, 772, 1334]
headline[interactable]: আগমনিত বয়স ফাঁকি দি ১৪ মাহৰ দৰমহা আদায়	[521, 771, 753, 810]
headline[interactable]: বৰনদীত শিশুৰ বাবে উদ্যান মুকলি	[521, 67, 753, 87]
divider	[502, 367, 772, 368]
article-text: অজিত কুমাৰ দত্ত আৰু কৃষ্ণকান্ত বৰুৱাই অসমৰ বাণিজ্যিক ইতিহাসত ভোলা বৰুৱাৰ অৱদানৰ বিষয়ে আলোচনা কৰে। বিশ্ববিদ্যালয়ৰ বাণিজ্য বিভাগৰ মুৰব্বী অধ্যাপক, গৱেষক আৰু ছাত্ৰ-ছাত্ৰীসকলে শ্ৰদ্ধাঞ্জলি জ্ঞাপন কৰে। অনুষ্ঠানত বিভিন্ন সাংস্কৃতিক কাৰ্যসূচীও অনুষ্ঠিত হয় আৰু অতিথিসকলক সম্বৰ্ধনা জনোৱা হয়।	[786, 126, 963, 222]
article-body: কৰিছে। নিচামুক্ত যুৱ প্ৰজন্ম গঠনৰ বাবে অসম সাহিত্য সভাৰ বৃহৎ পদক্ষেপ হিচাপে কাইলৈ বিষ্ণু প্ৰসাদ ৰাভাৰ জন্মদিৱসত ৰাজ্যৰ প্ৰতিখন জিলাত সজাগতা সভা অনুষ্ঠিত কৰা হ’ব বুলি সভাপতিয়ে জনায়। সভাত উপস্থিত থাকিব শিক্ষক, ছাত্ৰ-ছাত্ৰী আৰু অভিভাৱকসকল। এই অভিযানত সমাজৰ সকলো স্তৰৰ লোকক অংশগ্ৰহণ কৰিবলৈ আহ্বান জনোৱা হৈছে। জিলা সমিতিৰ সভাপতি আৰু সম্পাদকে এই কাৰ্যসূচী সফল কৰাৰ বাবে সকলোৰে সহযোগিতা বিচাৰিছে।	[14, 1401, 490, 1449]
column-rule	[778, 62, 779, 1773]
headline[interactable]: বাতৰি কাকত বিতৰণত জটিলতা	[539, 679, 735, 698]
divider	[502, 765, 772, 766]
divider	[14, 874, 490, 875]
byline: ষ্টাফ ৰিপ’ৰ্টাৰ, ৩০ মে’ ঃ	[786, 1107, 902, 1119]
headline-line1[interactable]: কপিলীত সেনা-এনডিআৰএফ	[815, 510, 1118, 540]
article-columns	[786, 1229, 1147, 1326]
article-columns	[786, 380, 1147, 477]
divider	[14, 262, 490, 263]
article-body	[786, 1229, 963, 1326]
article-body: সভাপতিত্ব কৰে সুশীল ভূঞা শৰ্মাই। সভাত নগৰীয়া চহৰৰ মাধ্যমিক বিদ্যালয়ৰ প্ৰাক্তন অধ্যক্ষ, অঞ্চলটোৰ বিশিষ্ট সমাজকৰ্মী আৰু স্থানীয় ৰাইজ উপস্থিত থাকে। উদ্যানখনত শিশুৰ বাবে খেলা-ধূলাৰ সা-সৰঞ্জাম স্থাপন কৰা হৈছে আৰু ইয়াৰ ৰক্ষণাবেক্ষণৰ দায়িত্ব পৌৰসভাক দিয়া হৈছে।	[502, 811, 772, 871]
article-body: কৰিছে। নিচামুক্ত যুৱ প্ৰজন্ম গঠনৰ বাবে অসম সাহিত্য সভাৰ বৃহৎ পদক্ষেপ হিচাপে কাইলৈ বিষ্ণু প্ৰসাদ ৰাভাৰ জন্মদিৱসত ৰাজ্যৰ প্ৰতিখন জিলাত সজাগতা সভা অনুষ্ঠিত কৰা হ’ব বুলি সভাপতিয়ে জনায়। সভাত উপস্থিত থাকিব শিক্ষক, ছাত্ৰ-ছাত্ৰী আৰু অভিভাৱকসকল। এই অভিযানত সমাজৰ সকলো স্তৰৰ লোকক অংশগ্ৰহণ কৰিবলৈ আহ্বান জনোৱা হৈছে। জিলা সমিতিৰ সভাপতি আৰু সম্পাদকে এই কাৰ্যসূচী সফল কৰাৰ বাবে সকলোৰে সহযোগিতা বিচাৰিছে।	[14, 1352, 490, 1401]
headline-line3[interactable]: চেণ্টাৰত আৰ্কিটেকচাৰ মেলা	[822, 1076, 1111, 1106]
article-body: সভাপতিত্ব কৰে সুশীল ভূঞা শৰ্মাই। সভাত নগৰীয়া চহৰৰ মাধ্যমিক বিদ্যালয়ৰ প্ৰাক্তন অধ্যক্ষ, অঞ্চলটোৰ বিশিষ্ট সমাজকৰ্মী আৰু স্থানীয় ৰাইজ উপস্থিত থাকে। উদ্যানখনত শিশুৰ বাবে খেলা-ধূলাৰ সা-সৰঞ্জাম স্থাপন কৰা হৈছে আৰু ইয়াৰ ৰক্ষণাবেক্ষণৰ দায়িত্ব পৌৰসভাক দিয়া হৈছে।	[502, 455, 772, 515]
article-body: সভাপতিত্ব কৰে সুশীল ভূঞা শৰ্মাই। সভাত নগৰীয়া চহৰৰ মাধ্যমিক বিদ্যালয়ৰ প্ৰাক্তন অধ্যক্ষ, অঞ্চলটোৰ বিশিষ্ট সমাজকৰ্মী আৰু স্থানীয় ৰাইজ উপস্থিত থাকে। উদ্যানখনত শিশুৰ বাবে খেলা-ধূলাৰ সা-সৰঞ্জাম স্থাপন কৰা হৈছে আৰু ইয়াৰ ৰক্ষণাবেক্ষণৰ দায়িত্ব পৌৰসভাক দিয়া হৈছে।	[502, 700, 772, 761]
article-body: সভাপতিত্ব কৰে সুশীল ভূঞা শৰ্মাই। সভাত নগৰীয়া চহৰৰ মাধ্যমিক বিদ্যালয়ৰ প্ৰাক্তন অধ্যক্ষ, অঞ্চলটোৰ বিশিষ্ট সমাজকৰ্মী আৰু স্থানীয় ৰাইজ উপস্থিত থাকে। উদ্যানখনত শিশুৰ বাবে খেলা-ধূলাৰ সা-সৰঞ্জাম স্থাপন কৰা হৈছে আৰু ইয়াৰ ৰক্ষণাবেক্ষণৰ দায়িত্ব পৌৰসভাক দিয়া হৈছে।	[502, 394, 772, 455]
side-headline[interactable]: টাইমলাইন কুইজ স্থগিত	[1043, 807, 1129, 841]
article-body	[786, 126, 963, 223]
article-body: কৰিছে। নিচামুক্ত যুৱ প্ৰজন্ম গঠনৰ বাবে অসম সাহিত্য সভাৰ বৃহৎ পদক্ষেপ হিচাপে কাইলৈ বিষ্ণু প্ৰসাদ ৰাভাৰ জন্মদিৱসত ৰাজ্যৰ প্ৰতিখন জিলাত সজাগতা সভা অনুষ্ঠিত কৰা হ’ব বুলি সভাপতিয়ে জনায়। সভাত উপস্থিত থাকিব শিক্ষক, ছাত্ৰ-ছাত্ৰী আৰু অভিভাৱকসকল। এই অভিযানত সমাজৰ সকলো স্তৰৰ লোকক অংশগ্ৰহণ কৰিবলৈ আহ্বান জনোৱা হৈছে। জিলা সমিতিৰ সভাপতি আৰু সম্পাদকে এই কাৰ্যসূচী সফল কৰাৰ বাবে সকলোৰে সহযোগিতা বিচাৰিছে।	[14, 1175, 490, 1224]
headline[interactable]: শিক্ষাৰ্থীৰ পোছাক সন্দৰ্ভত মাধ্যমিক শিক্ষক কৰ্মচাৰী সন্থাৰ	[63, 268, 441, 289]
article-body: কৰিছে। নিচামুক্ত যুৱ প্ৰজন্ম গঠনৰ বাবে অসম সাহিত্য সভাৰ বৃহৎ পদক্ষেপ হিচাপে কাইলৈ বিষ্ণু প্ৰসাদ ৰাভাৰ জন্মদিৱসত ৰাজ্যৰ প্ৰতিখন জিলাত সজাগতা সভা অনুষ্ঠিত কৰা হ’ব বুলি সভাপতিয়ে জনায়। সভাত উপস্থিত থাকিব শিক্ষক, ছাত্ৰ-ছাত্ৰী আৰু অভিভাৱকসকল। এই অভিযানত সমাজৰ সকলো স্তৰৰ লোকক অংশগ্ৰহণ কৰিবলৈ আহ্বান জনোৱা হৈছে। জিলা সমিতিৰ সভাপতি আৰু সম্পাদকে এই কাৰ্যসূচী সফল কৰাৰ বাবে সকলোৰে সহযোগিতা বিচাৰিছে।	[14, 161, 490, 209]
side-column	[1025, 573, 1147, 1005]
article-body: অজিত কুমাৰ দত্ত আৰু কৃষ্ণকান্ত বৰুৱাই অসমৰ বাণিজ্যিক ইতিহাসত ভোলা বৰুৱাৰ অৱদানৰ বিষয়ে আলোচনা কৰে। বিশ্ববিদ্যালয়ৰ বাণিজ্য বিভাগৰ মুৰব্বী অধ্যাপক, গৱেষক আৰু ছাত্ৰ-ছাত্ৰীসকলে শ্ৰদ্ধাঞ্জলি জ্ঞাপন কৰে। অনুষ্ঠানত বিভিন্ন সাংস্কৃতিক কাৰ্যসূচীও অনুষ্ঠিত হয় আৰু অতিথিসকলক সম্বৰ্ধনা জনোৱা হয়।	[786, 718, 1018, 790]
column-middle	[502, 62, 772, 1773]
article-body: সভাপতিত্ব কৰে সুশীল ভূঞা শৰ্মাই। সভাত নগৰীয়া চহৰৰ মাধ্যমিক বিদ্যালয়ৰ প্ৰাক্তন অধ্যক্ষ, অঞ্চলটোৰ বিশিষ্ট সমাজকৰ্মী আৰু স্থানীয় ৰাইজ উপস্থিত থাকে। উদ্যানখনত শিশুৰ বাবে খেলা-ধূলাৰ সা-সৰঞ্জাম স্থাপন কৰা হৈছে আৰু ইয়াৰ ৰক্ষণাবেক্ষণৰ দায়িত্ব পৌৰসভাক দিয়া হৈছে।	[502, 89, 772, 149]
headline[interactable]: সম্পাদকৰ দায়িত্বত মাজদিয়াৰ চহিদুল	[141, 720, 363, 739]
